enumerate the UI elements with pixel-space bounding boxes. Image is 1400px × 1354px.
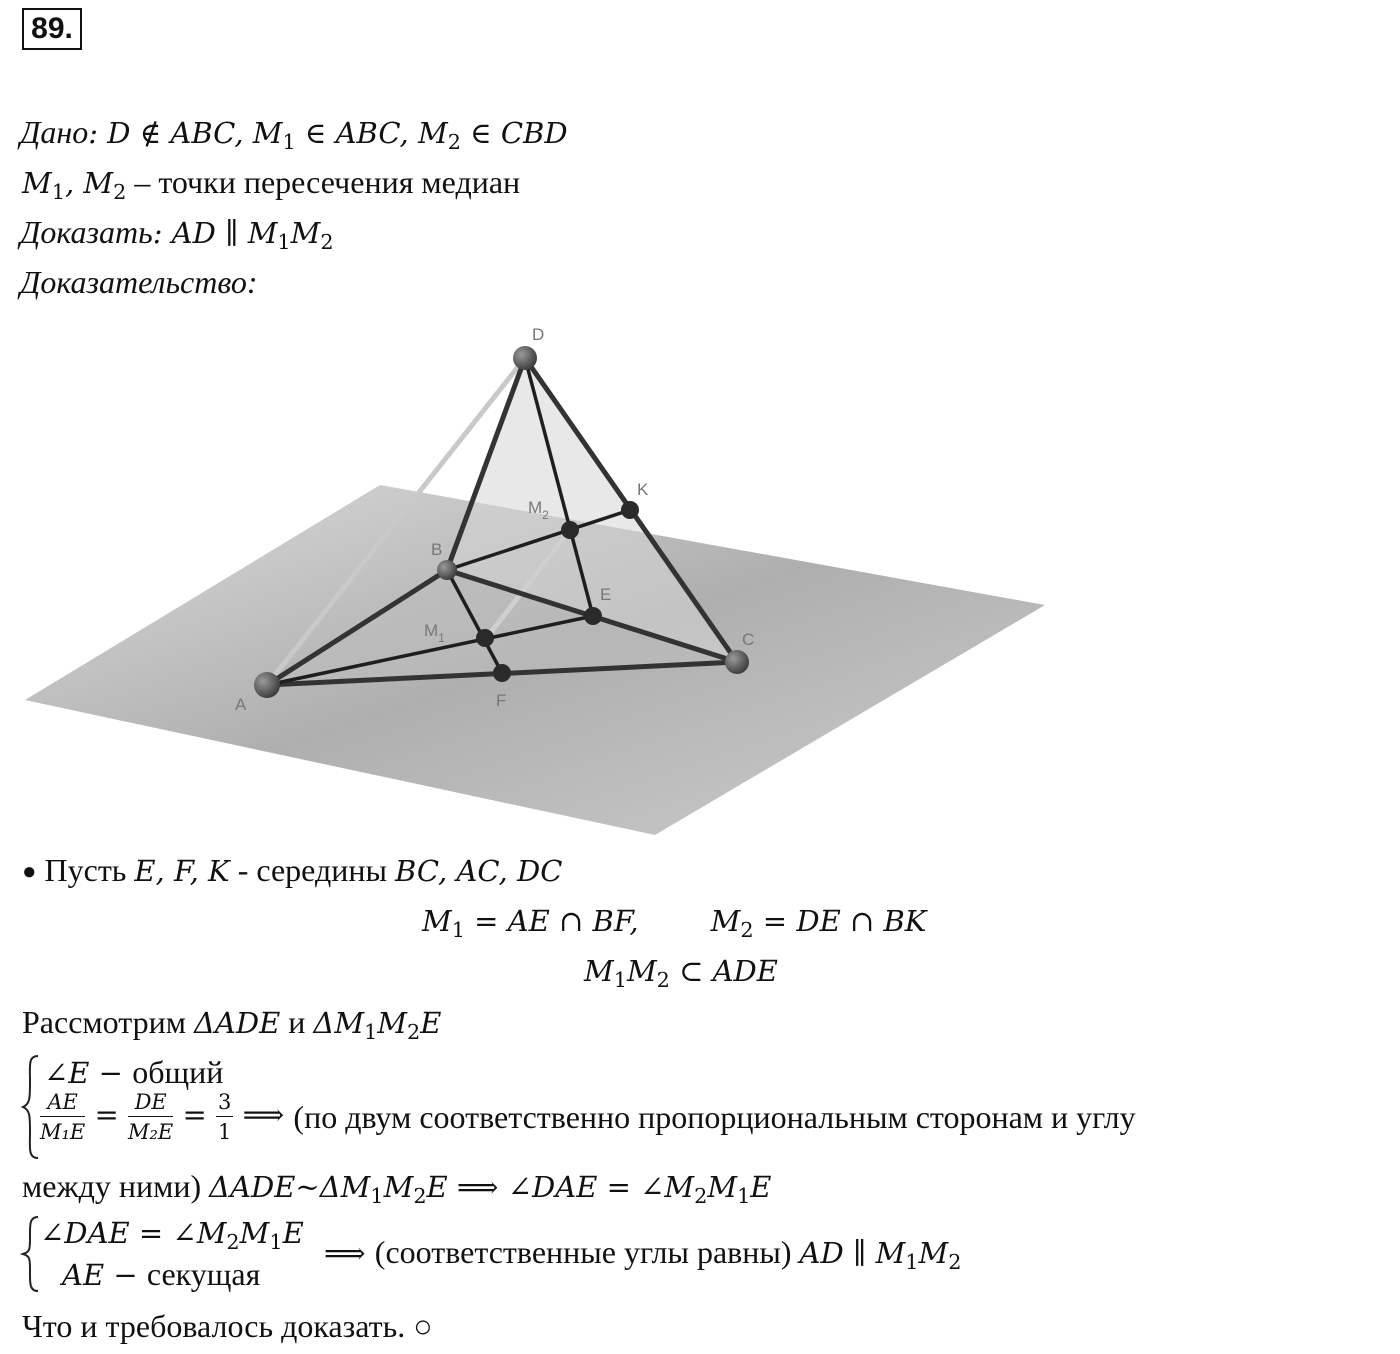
proof-label: Доказательство: xyxy=(20,264,258,300)
fraction-de-m2e: $\frac{DE}{\text{M₂E}}$ xyxy=(128,1090,174,1144)
label-m2: $M_2$ xyxy=(528,498,549,522)
bullet-line: ● Пусть E, F, K - середины BC, AC, DC xyxy=(22,852,563,888)
point-a xyxy=(254,672,280,698)
fraction-ae-m1e: $\frac{AE}{\text{M₁E}}$ xyxy=(40,1090,86,1144)
point-k xyxy=(621,501,639,519)
point-f xyxy=(493,664,511,682)
given-line-2: $M_1$, $M_2$ – точки пересечения медиан xyxy=(22,164,521,205)
prove-line: Доказать: AD ∥ $M_1M_2$ xyxy=(20,214,334,255)
consider-line: Рассмотрим ΔADE и $\Delta M_1M_2E$ xyxy=(22,1004,442,1045)
problem-number: 89. xyxy=(22,8,82,50)
label-k: K xyxy=(637,480,649,499)
label-c: C xyxy=(742,630,755,649)
label-b: B xyxy=(431,540,443,559)
point-d xyxy=(513,346,537,370)
label-m1: $M_1$ xyxy=(424,621,445,645)
point-e xyxy=(584,607,602,625)
label-d: D xyxy=(532,325,545,344)
tetrahedron-figure xyxy=(0,300,1100,840)
brace-icon xyxy=(20,1214,42,1294)
point-b xyxy=(437,560,457,580)
equation-subset: $M_1M_2$ ⊂ ADE xyxy=(584,954,778,993)
bullet-icon: ● xyxy=(22,859,37,885)
given-label: Дано xyxy=(20,114,89,150)
label-f: F xyxy=(496,691,507,710)
conclusion: Что и требовалось доказать. ○ xyxy=(22,1308,433,1344)
label-a: A xyxy=(235,695,247,714)
label-e: E xyxy=(600,585,612,604)
given-line: Дано: D ∉ ABC, $M_1$ ∈ ABC, $M_2$ ∈ CBD xyxy=(20,114,568,155)
similarity-line: между ними) $\Delta ADE\sim\Delta M_1M_2E$ ⟹ ∠DAE = $\angle M_2M_1E$ xyxy=(22,1168,772,1209)
equation-m1-m2: $M_1$ = AE ∩ BF, $M_2$ = DE ∩ BK xyxy=(422,904,927,943)
point-m2 xyxy=(561,521,579,539)
point-m1 xyxy=(476,629,494,647)
fraction-3-1: $\frac{3}{1}$ xyxy=(218,1090,232,1144)
point-c xyxy=(725,650,749,674)
prove-label: Доказать xyxy=(20,214,153,250)
brace-icon xyxy=(20,1052,42,1162)
